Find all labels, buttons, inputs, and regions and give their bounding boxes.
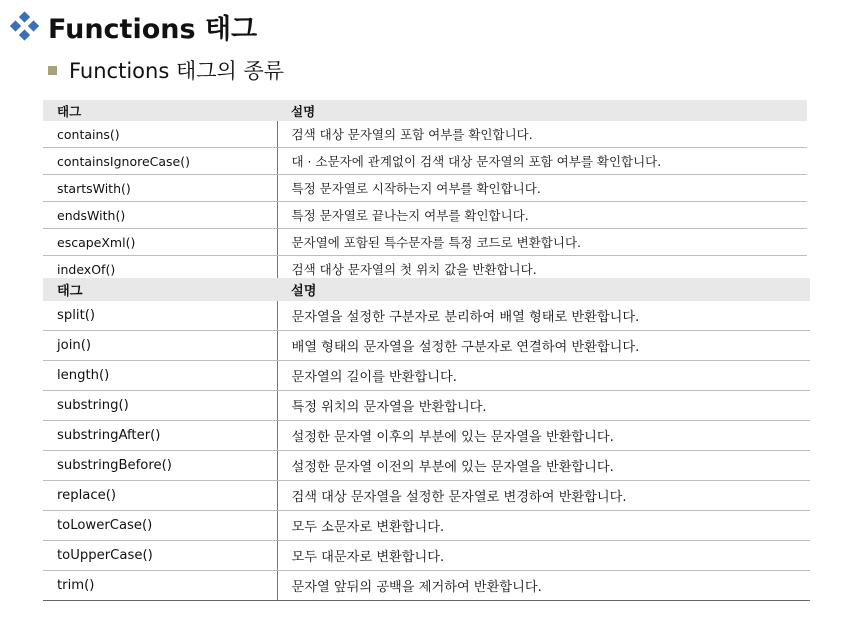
- tag-cell: contains(): [43, 121, 277, 148]
- diamond-bullet-icon: [10, 11, 40, 41]
- description-cell: 설정한 문자열 이후의 부분에 있는 문자열을 반환합니다.: [277, 421, 810, 451]
- table-row: [43, 301, 810, 331]
- page-title: Functions 태그: [48, 13, 258, 45]
- tag-cell: substring(): [43, 391, 277, 421]
- tag-cell: endsWith(): [43, 202, 277, 229]
- description-cell: 설정한 문자열 이전의 부분에 있는 문자열을 반환합니다.: [277, 451, 810, 481]
- table-row: [43, 421, 810, 451]
- table-row: [43, 451, 810, 481]
- table-row: [43, 202, 807, 229]
- tag-cell: replace(): [43, 481, 277, 511]
- description-cell: 모두 대문자로 변환합니다.: [277, 541, 810, 571]
- tag-cell: join(): [43, 331, 277, 361]
- tag-cell: split(): [43, 301, 277, 331]
- table-row: [43, 175, 807, 202]
- description-cell: 문자열의 길이를 반환합니다.: [277, 361, 810, 391]
- table-row: [43, 511, 810, 541]
- table-header-row: [43, 100, 807, 121]
- tag-cell: escapeXml(): [43, 229, 277, 256]
- table-row: [43, 391, 810, 421]
- subtitle: Functions 태그의 종류: [69, 59, 285, 83]
- subtitle-row: [48, 54, 284, 86]
- column-header-tag: 태그: [43, 278, 277, 301]
- description-cell: 검색 대상 문자열의 포함 여부를 확인합니다.: [277, 121, 807, 148]
- table-row: [43, 571, 810, 601]
- description-cell: 검색 대상 문자열을 설정한 문자열로 변경하여 반환합니다.: [277, 481, 810, 511]
- table-row: [43, 121, 807, 148]
- column-header-tag: 태그: [43, 100, 277, 121]
- tag-cell: substringAfter(): [43, 421, 277, 451]
- title-row: [10, 6, 257, 46]
- table-row: [43, 148, 807, 175]
- description-cell: 문자열을 설정한 구분자로 분리하여 배열 형태로 반환합니다.: [277, 301, 810, 331]
- description-cell: 문자열 앞뒤의 공백을 제거하여 반환합니다.: [277, 571, 810, 601]
- table-row: [43, 541, 810, 571]
- description-cell: 문자열에 포함된 특수문자를 특정 코드로 변환합니다.: [277, 229, 807, 256]
- column-header-description: 설명: [277, 278, 810, 301]
- column-header-description: 설명: [277, 100, 807, 121]
- table-row: [43, 229, 807, 256]
- tag-cell: startsWith(): [43, 175, 277, 202]
- description-cell: 모두 소문자로 변환합니다.: [277, 511, 810, 541]
- tag-cell: substringBefore(): [43, 451, 277, 481]
- description-cell: 검색 대상 문자열의 첫 위치 값을 반환합니다.: [277, 256, 807, 283]
- tag-cell: toLowerCase(): [43, 511, 277, 541]
- tag-cell: trim(): [43, 571, 277, 601]
- description-cell: 특정 위치의 문자열을 반환합니다.: [277, 391, 810, 421]
- tag-cell: indexOf(): [43, 256, 277, 283]
- tag-cell: length(): [43, 361, 277, 391]
- table-header-row: [43, 278, 810, 301]
- description-cell: 특정 문자열로 끝나는지 여부를 확인합니다.: [277, 202, 807, 229]
- description-cell: 특정 문자열로 시작하는지 여부를 확인합니다.: [277, 175, 807, 202]
- functions-table-2: [43, 278, 810, 601]
- tag-cell: containsIgnoreCase(): [43, 148, 277, 175]
- description-cell: 배열 형태의 문자열을 설정한 구분자로 연결하여 반환합니다.: [277, 331, 810, 361]
- tag-cell: toUpperCase(): [43, 541, 277, 571]
- square-bullet-icon: [48, 66, 57, 75]
- table-row: [43, 331, 810, 361]
- table-row: [43, 481, 810, 511]
- functions-table-1: [43, 100, 807, 283]
- table-row: [43, 361, 810, 391]
- description-cell: 대 · 소문자에 관계없이 검색 대상 문자열의 포함 여부를 확인합니다.: [277, 148, 807, 175]
